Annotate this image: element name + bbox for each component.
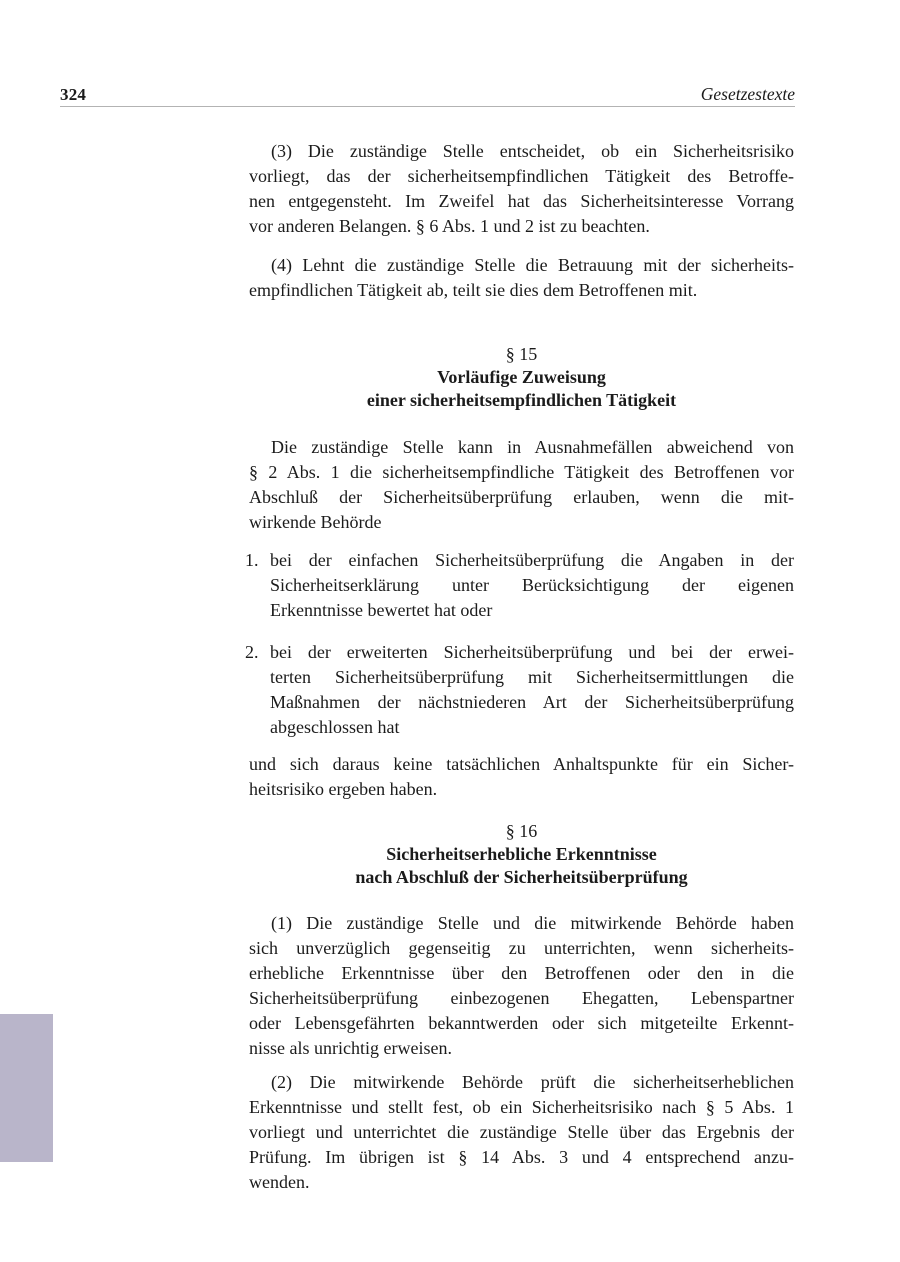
text-line: heitsrisiko ergeben haben. [249, 779, 438, 799]
section-title-line: nach Abschluß der Sicherheitsüberprüfung [355, 867, 688, 887]
text-line: erhebliche Erkenntnisse über den Betroffenen oder den in die [249, 963, 794, 983]
text-line: vorliegt und unterrichtet die zuständige Stelle über das Ergebnis der [249, 1122, 794, 1142]
running-header [60, 84, 795, 105]
text-line: bei der erweiterten Sicherheitsüberprüfung und bei der erwei- [270, 642, 794, 662]
header-rule [60, 106, 795, 107]
text-line: vor anderen Belangen. § 6 Abs. 1 und 2 ist zu beachten. [249, 216, 650, 236]
text-line: wenden. [249, 1172, 310, 1192]
text-line: (2) Die mitwirkende Behörde prüft die sicherheitserheblichen [271, 1072, 794, 1092]
paragraph-s15-outro [249, 752, 794, 802]
text-line: vorliegt, das der sicherheitsempfindlichen Tätigkeit des Betroffe- [249, 166, 794, 186]
ordered-list-item-2 [245, 640, 794, 740]
list-item-text [270, 548, 794, 623]
text-line: wirkende Behörde [249, 512, 382, 532]
paragraph-s15-intro [249, 435, 794, 535]
ordered-list-item-1 [245, 548, 794, 623]
text-line: Prüfung. Im übrigen ist § 14 Abs. 3 und 4 entsprechend anzu- [249, 1147, 794, 1167]
text-line: Sicherheitsüberprüfung einbezogenen Ehegatten, Lebenspartner [249, 988, 794, 1008]
text-line: nisse als unrichtig erweisen. [249, 1038, 452, 1058]
section-title-line: Sicherheitserhebliche Erkenntnisse [386, 844, 657, 864]
text-line: Maßnahmen der nächstniederen Art der Sicherheitsüberprüfung [270, 692, 794, 712]
text-line: (1) Die zuständige Stelle und die mitwirkende Behörde haben [271, 913, 794, 933]
margin-tab [0, 1014, 53, 1162]
text-column [245, 108, 794, 1195]
page-number: 324 [60, 85, 87, 104]
text-line: oder Lebensgefährten bekanntwerden oder sich mitgeteilte Erkennt- [249, 1013, 794, 1033]
running-header-title: Gesetzestexte [700, 84, 795, 104]
text-line: (4) Lehnt die zuständige Stelle die Betrauung mit der sicherheits- [271, 255, 794, 275]
section-number: § 16 [505, 821, 538, 841]
text-line: Erkenntnisse und stellt fest, ob ein Sicherheitsrisiko nach § 5 Abs. 1 [249, 1097, 794, 1117]
list-item-text [270, 640, 794, 740]
section-heading-15 [249, 343, 794, 412]
text-line: § 2 Abs. 1 die sicherheitsempfindliche Tätigkeit des Betroffenen vor [249, 462, 794, 482]
text-line: (3) Die zuständige Stelle entscheidet, ob ein Sicherheitsrisiko [271, 141, 794, 161]
text-line: terten Sicherheitsüberprüfung mit Sicherheitsermittlungen die [270, 667, 794, 687]
section-heading-16 [249, 820, 794, 889]
text-line: Die zuständige Stelle kann in Ausnahmefällen abweichend von [271, 437, 794, 457]
text-line: Abschluß der Sicherheitsüberprüfung erlauben, wenn die mit- [249, 487, 794, 507]
text-line: nen entgegensteht. Im Zweifel hat das Sicherheitsinteresse Vorrang [249, 191, 794, 211]
paragraph-abs-3 [249, 139, 794, 239]
text-line: sich unverzüglich gegenseitig zu unterrichten, wenn sicherheits- [249, 938, 794, 958]
section-number: § 15 [505, 344, 538, 364]
text-line: und sich daraus keine tatsächlichen Anhaltspunkte für ein Sicher- [249, 754, 794, 774]
text-line: Erkenntnisse bewertet hat oder [270, 600, 493, 620]
paragraph-abs-2 [249, 1070, 794, 1195]
section-title-line: Vorläufige Zuweisung [437, 367, 606, 387]
list-number: 1. [245, 550, 259, 570]
text-line: abgeschlossen hat [270, 717, 400, 737]
list-number: 2. [245, 642, 259, 662]
text-line: Sicherheitserklärung unter Berücksichtigung der eigenen [270, 575, 794, 595]
paragraph-abs-4 [249, 253, 794, 303]
text-line: bei der einfachen Sicherheitsüberprüfung die Angaben in der [270, 550, 794, 570]
paragraph-abs-1 [249, 911, 794, 1061]
section-title-line: einer sicherheitsempfindlichen Tätigkeit [366, 390, 677, 410]
text-line: empfindlichen Tätigkeit ab, teilt sie dies dem Betroffenen mit. [249, 280, 698, 300]
